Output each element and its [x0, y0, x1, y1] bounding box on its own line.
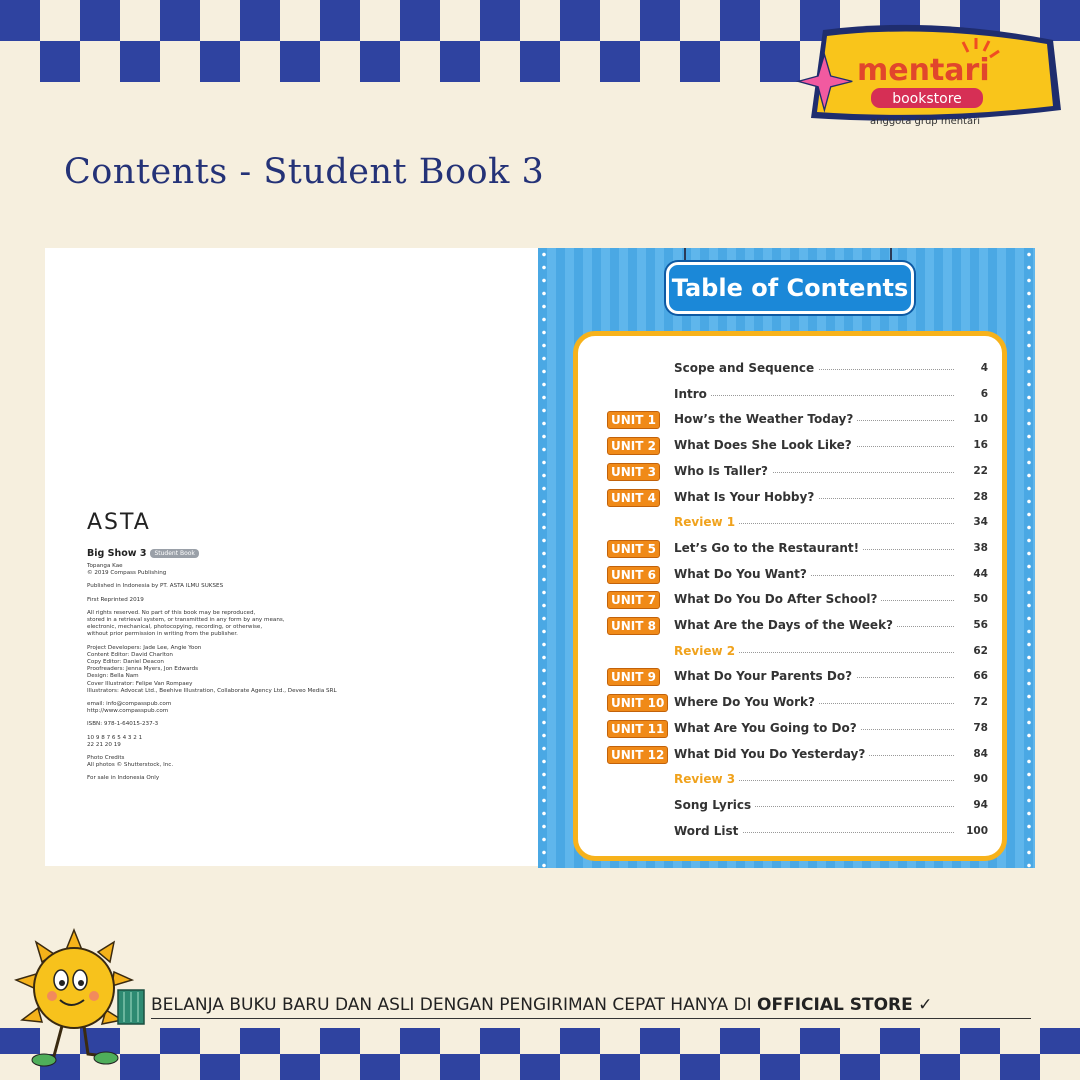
- unit-badge: UNIT 12: [607, 746, 668, 764]
- logo-name: mentari: [857, 53, 990, 88]
- imprint-sale: For sale in Indonesia Only: [87, 775, 160, 782]
- checker-square: [840, 1054, 880, 1080]
- checker-square: [640, 1028, 680, 1054]
- unit-badge: UNIT 1: [607, 411, 660, 429]
- checker-square: [1000, 1028, 1040, 1054]
- toc-title: What Is Your Hobby?: [674, 489, 818, 505]
- toc-title: How’s the Weather Today?: [674, 411, 857, 427]
- page-number: 34: [970, 514, 988, 530]
- checker-square: [160, 0, 200, 41]
- rights-line: All rights reserved. No part of this book may be reproduced,: [87, 609, 256, 616]
- checker-square: [720, 0, 760, 41]
- toc-title: What Do You Want?: [674, 566, 811, 582]
- checker-square: [640, 41, 680, 82]
- checker-square: [960, 1028, 1000, 1054]
- toc-title: What Do Your Parents Do?: [674, 668, 856, 684]
- page-number: 50: [970, 591, 988, 607]
- checker-square: [880, 1054, 920, 1080]
- checker-square: [760, 1054, 800, 1080]
- toc-title: What Are You Going to Do?: [674, 720, 861, 736]
- toc-row: [578, 411, 1002, 433]
- page-number: 28: [970, 489, 988, 505]
- sun-mascot-icon: [14, 928, 146, 1068]
- checker-square: [560, 1054, 600, 1080]
- toc-title: What Does She Look Like?: [674, 437, 856, 453]
- page-number: 72: [970, 694, 988, 710]
- review-title: Review 3: [674, 771, 739, 787]
- unit-badge: UNIT 3: [607, 463, 660, 481]
- page-number: 78: [970, 720, 988, 736]
- checker-square: [560, 1028, 600, 1054]
- toc-row: [578, 463, 1002, 485]
- checker-square: [520, 1028, 560, 1054]
- page-number: 38: [970, 540, 988, 556]
- checker-square: [680, 1054, 720, 1080]
- official-store-banner: [151, 994, 1031, 1019]
- checker-square: [360, 41, 400, 82]
- checker-square: [240, 0, 280, 41]
- checker-square: [800, 1028, 840, 1054]
- checker-square: [80, 0, 120, 41]
- checker-square: [320, 1054, 360, 1080]
- credit-line: Copy Editor: Daniel Deacon: [87, 659, 164, 666]
- checker-square: [160, 41, 200, 82]
- book-title: [87, 548, 199, 559]
- review-title: Review 2: [674, 643, 739, 659]
- checker-square: [80, 41, 120, 82]
- check-icon: ✓: [918, 995, 933, 1015]
- imprint-web: http://www.compasspub.com: [87, 708, 169, 715]
- checker-square: [680, 0, 720, 41]
- book-tag: Student Book: [150, 549, 198, 558]
- page-number: 22: [970, 463, 988, 479]
- toc-title: Who Is Taller?: [674, 463, 772, 479]
- checker-square: [200, 1054, 240, 1080]
- checker-square: [600, 1054, 640, 1080]
- checker-square: [280, 0, 320, 41]
- checker-square: [600, 1028, 640, 1054]
- checker-square: [400, 1054, 440, 1080]
- checker-square: [0, 41, 40, 82]
- checker-square: [320, 41, 360, 82]
- book-title-text: Big Show 3: [87, 548, 147, 559]
- toc-heading: Table of Contents: [666, 262, 914, 314]
- page-number: 100: [963, 823, 988, 839]
- dot-border-left: [541, 248, 547, 868]
- page-number: 56: [970, 617, 988, 633]
- page-number: 10: [970, 411, 988, 427]
- checker-square: [160, 1054, 200, 1080]
- toc-row: [578, 668, 1002, 690]
- checker-square: [1000, 1054, 1040, 1080]
- checker-square: [200, 41, 240, 82]
- toc-row: [578, 489, 1002, 511]
- dot-border-right: [1026, 248, 1032, 868]
- checker-square: [280, 1054, 320, 1080]
- page-number: 16: [970, 437, 988, 453]
- imprint-contact: [87, 701, 417, 715]
- toc-row: [578, 617, 1002, 639]
- unit-badge: UNIT 4: [607, 489, 660, 507]
- page-number: 4: [978, 360, 988, 376]
- checker-square: [560, 0, 600, 41]
- checker-square: [920, 1028, 960, 1054]
- checker-square: [600, 41, 640, 82]
- checker-square: [480, 0, 520, 41]
- checker-square: [440, 1054, 480, 1080]
- checker-square: [1040, 1054, 1080, 1080]
- imprint-photo: [87, 755, 417, 769]
- imprint-text: [87, 563, 417, 789]
- page-number: 6: [978, 386, 988, 402]
- asta-logo: ASTA: [87, 510, 151, 535]
- toc-title: Let’s Go to the Restaurant!: [674, 540, 863, 556]
- checker-square: [760, 1028, 800, 1054]
- toc-row: [578, 823, 1002, 845]
- credit-line: Content Editor: David Charlton: [87, 651, 173, 658]
- checker-square: [680, 41, 720, 82]
- page-number: 94: [970, 797, 988, 813]
- checker-square: [720, 41, 760, 82]
- page-number: 84: [970, 746, 988, 762]
- toc-row: [578, 771, 1002, 793]
- checker-square: [520, 0, 560, 41]
- rights-line: without prior permission in writing from the publisher.: [87, 631, 238, 638]
- page-title: Contents - Student Book 3: [64, 152, 545, 192]
- checker-square: [320, 1028, 360, 1054]
- checker-square: [480, 1054, 520, 1080]
- toc-title: What Do You Do After School?: [674, 591, 881, 607]
- checker-square: [720, 1028, 760, 1054]
- toc-row: [578, 797, 1002, 819]
- toc-row: [578, 720, 1002, 742]
- checker-square: [440, 41, 480, 82]
- photo-credits: All photos © Shutterstock, Inc.: [87, 762, 174, 769]
- credit-line: Design: Bella Nam: [87, 673, 139, 680]
- toc-row: [578, 566, 1002, 588]
- toc-row: [578, 386, 1002, 408]
- checker-square: [480, 1028, 520, 1054]
- banner-bold: OFFICIAL STORE: [757, 995, 913, 1015]
- imprint-copyright: © 2019 Compass Publishing: [87, 570, 167, 577]
- checker-square: [200, 1028, 240, 1054]
- checker-square: [280, 1028, 320, 1054]
- page-number: 66: [970, 668, 988, 684]
- unit-badge: UNIT 10: [607, 694, 668, 712]
- checker-square: [160, 1028, 200, 1054]
- toc-row: [578, 694, 1002, 716]
- page-number: 62: [970, 643, 988, 659]
- checker-square: [560, 41, 600, 82]
- toc-row: [578, 540, 1002, 562]
- checker-square: [360, 1028, 400, 1054]
- imprint-author: Topanga Kae: [87, 563, 123, 569]
- checker-square: [440, 0, 480, 41]
- credit-line: Proofreaders: Jenna Myers, Jon Edwards: [87, 666, 199, 673]
- banner-text: BELANJA BUKU BARU DAN ASLI DENGAN PENGIRIMAN CEPAT HANYA DI: [151, 995, 758, 1015]
- checker-square: [120, 41, 160, 82]
- unit-badge: UNIT 11: [607, 720, 668, 738]
- print-line: 10 9 8 7 6 5 4 3 2 1: [87, 734, 143, 741]
- checker-border-bottom: [0, 1028, 1080, 1080]
- checker-square: [800, 1054, 840, 1080]
- credit-line: Illustrators: Advocat Ltd., Beehive Illustration, Collaborate Agency Ltd., Deveo Media SRL: [87, 687, 337, 694]
- imprint-isbn: ISBN: 978-1-64015-237-3: [87, 721, 159, 728]
- checker-square: [360, 1054, 400, 1080]
- checker-square: [120, 0, 160, 41]
- credit-line: Project Developers: Jade Lee, Angie Yoon: [87, 644, 202, 651]
- checker-square: [840, 1028, 880, 1054]
- checker-square: [400, 1028, 440, 1054]
- toc-title: Song Lyrics: [674, 797, 755, 813]
- imprint-print-lines: [87, 735, 417, 749]
- checker-square: [520, 41, 560, 82]
- imprint-rights: [87, 610, 417, 639]
- unit-badge: UNIT 5: [607, 540, 660, 558]
- checker-square: [320, 0, 360, 41]
- print-line: 22 21 20 19: [87, 741, 121, 748]
- checker-square: [40, 41, 80, 82]
- toc-list: [573, 331, 1007, 861]
- photo-credits-label: Photo Credits: [87, 755, 125, 762]
- checker-square: [880, 1028, 920, 1054]
- credit-line: Cover Illustrator: Felipe Van Rompaey: [87, 680, 193, 687]
- imprint-credits: [87, 645, 417, 695]
- book-imprint-page: [45, 248, 538, 866]
- toc-title: Word List: [674, 823, 742, 839]
- toc-title: What Did You Do Yesterday?: [674, 746, 869, 762]
- toc-row: [578, 437, 1002, 459]
- checker-square: [40, 0, 80, 41]
- checker-square: [440, 1028, 480, 1054]
- checker-square: [640, 0, 680, 41]
- unit-badge: UNIT 7: [607, 591, 660, 609]
- unit-badge: UNIT 8: [607, 617, 660, 635]
- logo-sub: bookstore: [892, 91, 962, 107]
- mentari-bookstore-logo: [793, 22, 1065, 142]
- checker-square: [400, 0, 440, 41]
- unit-badge: UNIT 9: [607, 668, 660, 686]
- toc-row: [578, 591, 1002, 613]
- imprint-email: email: info@compasspub.com: [87, 701, 172, 708]
- checker-square: [360, 0, 400, 41]
- unit-badge: UNIT 6: [607, 566, 660, 584]
- checker-square: [240, 41, 280, 82]
- checker-square: [240, 1028, 280, 1054]
- page-number: 90: [970, 771, 988, 787]
- toc-title: What Are the Days of the Week?: [674, 617, 897, 633]
- logo-tagline: anggota grup mentari: [870, 116, 980, 127]
- toc-title: Scope and Sequence: [674, 360, 818, 376]
- review-title: Review 1: [674, 514, 739, 530]
- page-number: 44: [970, 566, 988, 582]
- checker-square: [520, 1054, 560, 1080]
- toc-row: [578, 514, 1002, 536]
- checker-square: [920, 1054, 960, 1080]
- toc-row: [578, 360, 1002, 382]
- checker-square: [480, 41, 520, 82]
- imprint-published: Published in Indonesia by PT. ASTA ILMU SUKSES: [87, 583, 224, 590]
- checker-square: [280, 41, 320, 82]
- imprint-reprint: First Reprinted 2019: [87, 596, 144, 603]
- checker-square: [600, 0, 640, 41]
- imprint-author-block: [87, 563, 417, 577]
- rights-line: stored in a retrieval system, or transmitted in any form by any means,: [87, 617, 285, 624]
- checker-square: [640, 1054, 680, 1080]
- leader-dots: [688, 395, 954, 396]
- checker-square: [0, 0, 40, 41]
- checker-square: [680, 1028, 720, 1054]
- checker-square: [960, 1054, 1000, 1080]
- table-of-contents-page: [538, 248, 1035, 868]
- checker-square: [400, 41, 440, 82]
- unit-badge: UNIT 2: [607, 437, 660, 455]
- toc-title: Intro: [674, 386, 711, 402]
- toc-row: [578, 746, 1002, 768]
- toc-row: [578, 643, 1002, 665]
- checker-square: [1040, 1028, 1080, 1054]
- toc-title: Where Do You Work?: [674, 694, 819, 710]
- rights-line: electronic, mechanical, photocopying, recording, or otherwise,: [87, 624, 263, 631]
- checker-square: [240, 1054, 280, 1080]
- checker-square: [200, 0, 240, 41]
- checker-square: [720, 1054, 760, 1080]
